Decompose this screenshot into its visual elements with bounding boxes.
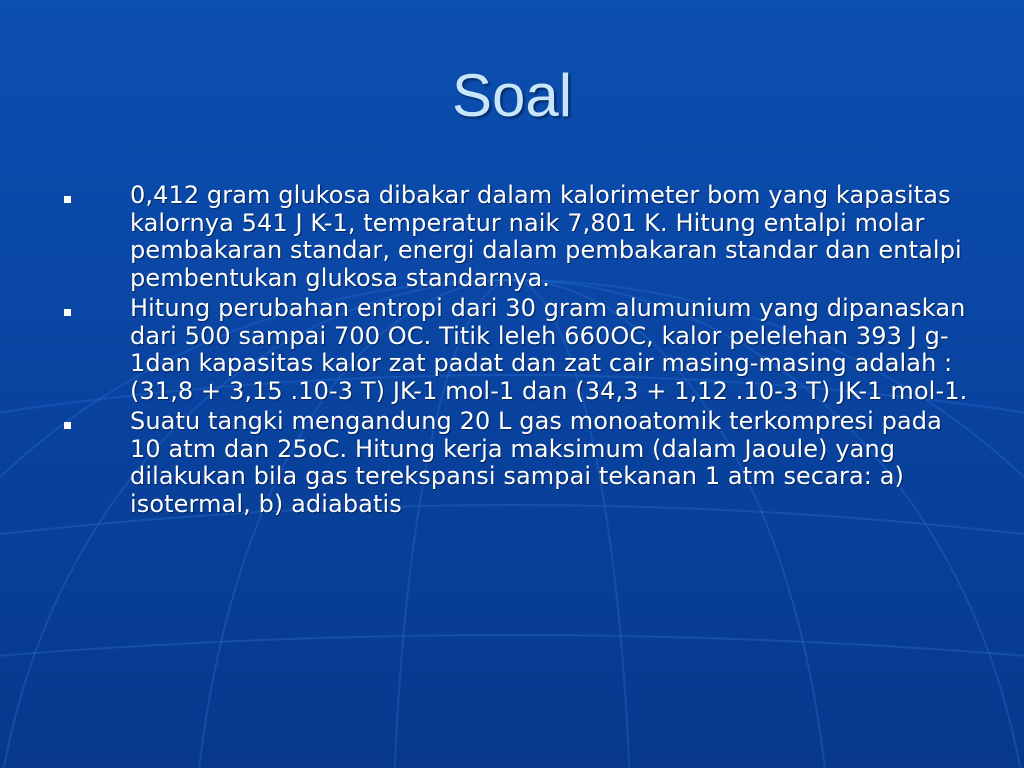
list-item	[60, 408, 970, 518]
bullet-list	[60, 182, 970, 521]
square-bullet-icon	[64, 422, 71, 429]
bullet-text: Suatu tangki mengandung 20 L gas monoatomik terkompresi pada 10 atm dan 25oC. Hitung kerja maksimum (dalam Jaoule) yang dilakukan bila gas terekspansi sampai tekanan 1 atm secara: a) isotermal, b) adiabatis	[130, 407, 942, 518]
slide-title: Soal	[451, 62, 573, 129]
square-bullet-icon	[64, 196, 71, 203]
list-item	[60, 295, 970, 405]
bullet-text: Hitung perubahan entropi dari 30 gram alumunium yang dipanaskan dari 500 sampai 700 OC. Titik leleh 660OC, kalor pelelehan 393 J g-1dan kapasitas kalor zat padat dan zat cair masing-masing adalah : (31,8 + 3,15 .10-3 T) JK-1 mol-1 dan (34,3 + 1,12 .10-3 T) JK-1 mol-1.	[130, 294, 968, 405]
square-bullet-icon	[64, 309, 71, 316]
bullet-text: 0,412 gram glukosa dibakar dalam kalorimeter bom yang kapasitas kalornya 541 J K-1, temperatur naik 7,801 K. Hitung entalpi molar pembakaran standar, energi dalam pembakaran standar dan entalpi pembentukan glukosa standarnya.	[130, 181, 962, 292]
list-item	[60, 182, 970, 292]
